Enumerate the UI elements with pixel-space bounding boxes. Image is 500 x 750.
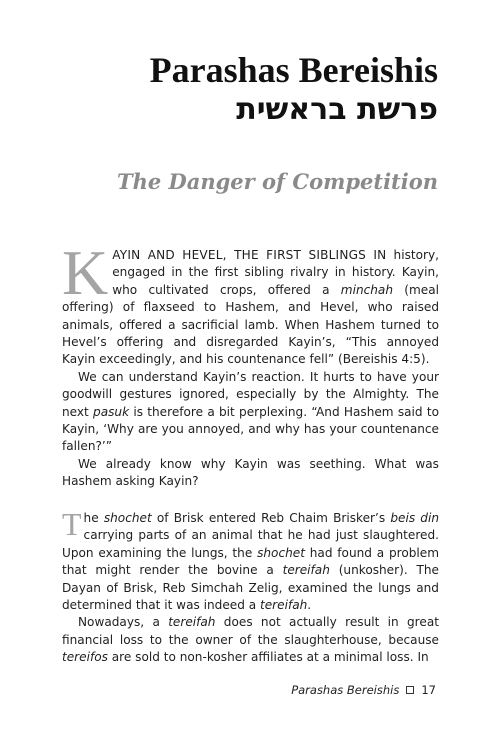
paragraph: [62, 456, 439, 491]
text-run: (meal offering) of flaxseed to Hashem, and Hevel, who raised animals, offered a sacrificial lamb. When Hashem turned to Hevel’s offering and disregarded Kayin’s, “This annoyed Kayin exceedingly, and his countenance fell” (Bereishis 4:5).: [62, 282, 439, 367]
text-run: is therefore a bit perplexing. “And Hashem said to Kayin, ‘Why are you annoyed, and why has your countenance fallen?’”: [62, 404, 439, 454]
chapter-subtitle: The Danger of Competition: [116, 169, 438, 194]
italic-term: tereifos: [62, 650, 108, 665]
italic-term: minchah: [340, 282, 393, 297]
paragraph: [62, 506, 439, 614]
italic-term: shochet: [103, 511, 152, 525]
text-run: We already know why Kayin was seething. What was Hashem asking Kayin?: [62, 456, 439, 489]
italic-term: tereifah: [259, 598, 308, 613]
text-run: history, engaged in the first sibling rivalry in history. Kayin, who cultivated crops, offered a: [112, 248, 439, 297]
text-run: We can understand Kayin’s reaction. It hurts to have your goodwill gestures ignored, especially by the Almighty. The next: [62, 369, 439, 419]
text-run: had found a problem that might render the bovine a: [62, 545, 439, 578]
running-title: Parashas Bereishis: [291, 683, 400, 697]
paragraph: [62, 237, 439, 369]
section-2: [62, 506, 439, 667]
text-run: .: [307, 598, 312, 613]
text-run: (unkosher). The Dayan of Brisk, Reb Simchah Zelig, examined the lungs and determined that it was indeed a: [62, 563, 439, 613]
running-footer: [291, 682, 436, 698]
text-run: does not actually result in great financial loss to the owner of the slaughterhouse, because: [62, 615, 439, 647]
text-run: Nowadays, a: [78, 615, 169, 630]
drop-cap: T: [62, 506, 82, 542]
page-number: 17: [421, 683, 436, 697]
italic-term: pasuk: [93, 404, 130, 419]
section-1: [62, 237, 439, 491]
text-run: carrying parts of an animal that he had just slaughtered. Upon examining the lungs, the: [62, 528, 439, 560]
drop-cap: K: [62, 237, 109, 308]
italic-term: beis din: [390, 511, 439, 525]
text-run: of Brisk entered Reb Chaim Brisker’s: [151, 511, 391, 525]
square-icon: [406, 686, 414, 694]
text-run: are sold to non-kosher affiliates at a minimal loss. In: [107, 650, 429, 665]
italic-term: shochet: [257, 545, 305, 560]
italic-term: tereifah: [168, 615, 216, 630]
page-title: Parashas Bereishis: [149, 50, 438, 90]
paragraph: [62, 369, 439, 456]
text-run: he: [83, 511, 104, 525]
paragraph: [62, 614, 439, 666]
page-title-hebrew: פרשת בראשית: [236, 92, 438, 127]
italic-term: tereifah: [282, 563, 330, 578]
small-caps-opening: AYIN AND HEVEL, THE FIRST SIBLINGS IN: [112, 248, 387, 262]
